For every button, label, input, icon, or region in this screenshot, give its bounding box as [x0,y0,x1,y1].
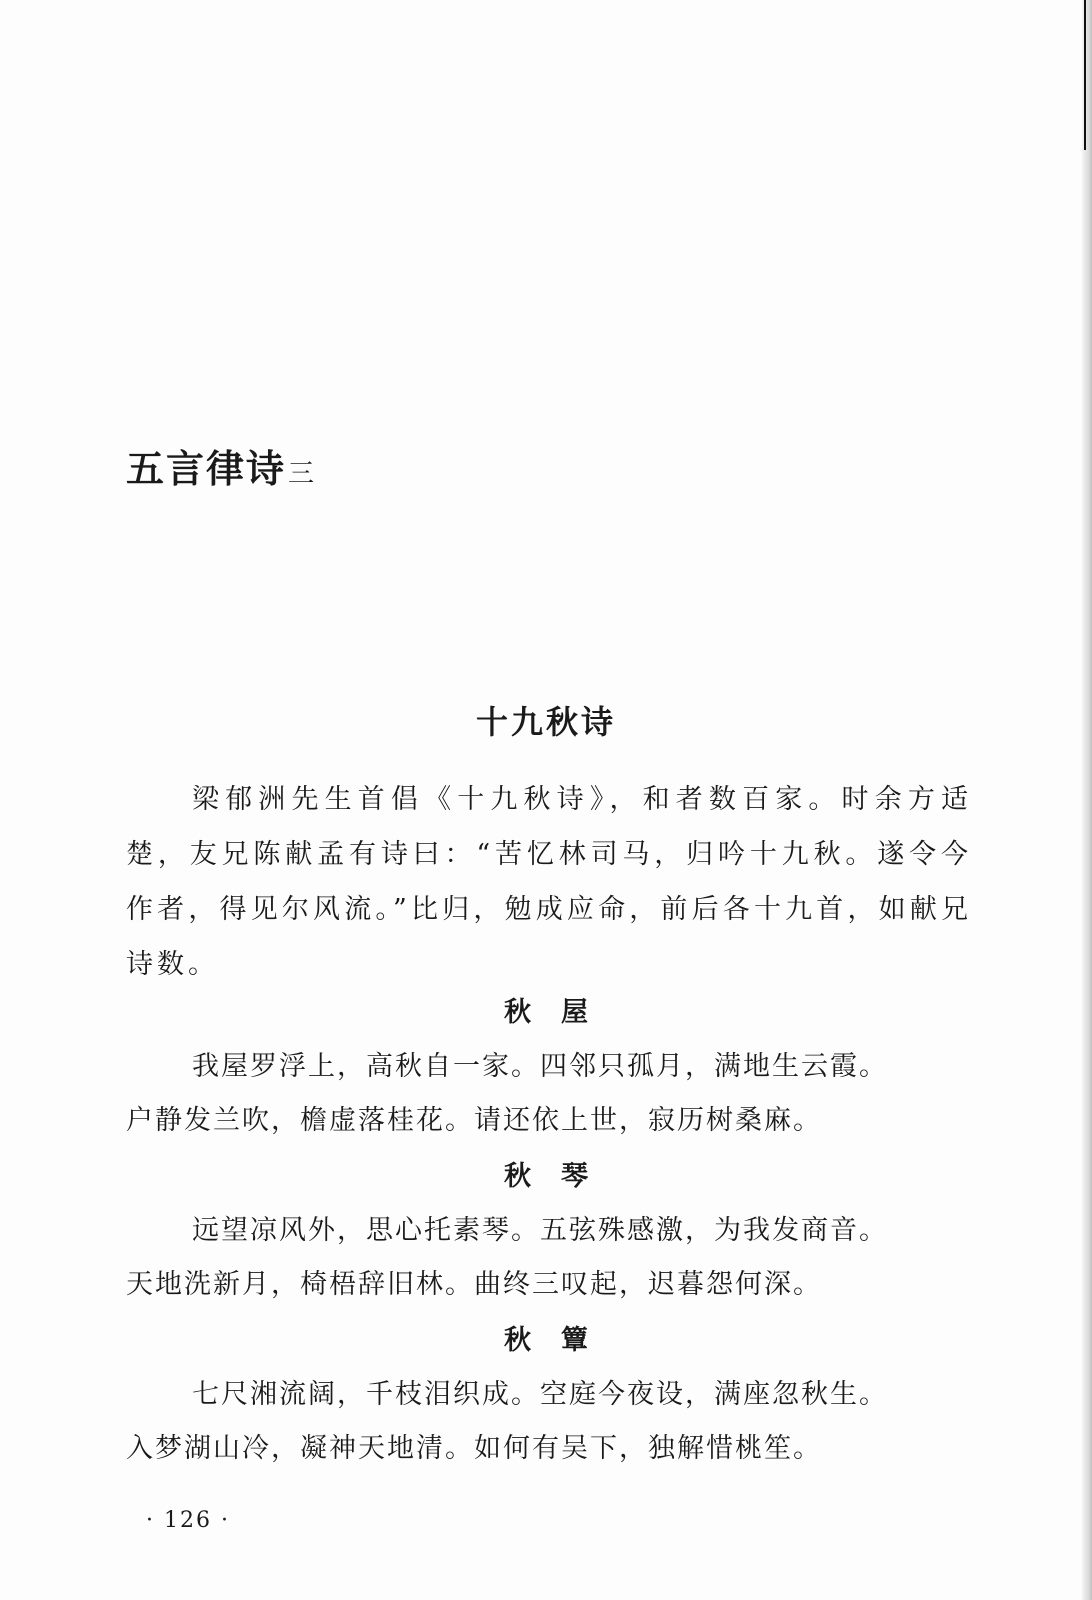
poem-body-autumn-zither [126,1204,972,1312]
poem-series-title: 十九秋诗 [475,703,616,741]
verse-line: 户静发兰吹，檐虚落桂花。请还依上世，寂历树桑麻。 [126,1105,822,1136]
poem-body-autumn-mat [126,1368,972,1476]
verse-line: 七尺湘流阔，千枝泪织成。空庭今夜设，满座忽秋生。 [192,1379,888,1410]
poem-title-autumn-house: 秋屋 [504,997,618,1028]
section-title-suffix: 三 [288,459,317,489]
poem-title-autumn-mat: 秋簟 [504,1325,618,1356]
section-title [126,438,316,493]
poem-body-autumn-house [126,1040,972,1148]
page-edge-mark [1084,0,1086,150]
verse-line: 远望凉风外，思心托素琴。五弦殊感激，为我发商音。 [192,1215,888,1246]
preface-paragraph: 梁郁洲先生首倡《十九秋诗》，和者数百家。时余方适楚，友兄陈献孟有诗曰：“苦忆林司马，归吟十九秋。遂令今作者，得见尔风流。”比归，勉成应命，前后各十九首，如献兄诗数。 [126,784,972,980]
page-number: · 126 · [146,1508,230,1533]
verse-line: 我屋罗浮上，高秋自一家。四邻只孤月，满地生云霞。 [192,1051,888,1082]
section-title-main: 五言律诗 [126,447,287,491]
page-edge-shadow [1082,0,1092,1600]
verse-line: 入梦湖山冷，凝神天地清。如何有吴下，独解惜桃笙。 [126,1433,822,1464]
poem-title-autumn-zither: 秋琴 [504,1161,618,1192]
verse-line: 天地洗新月，椅梧辞旧林。曲终三叹起，迟暮怨何深。 [126,1269,822,1300]
